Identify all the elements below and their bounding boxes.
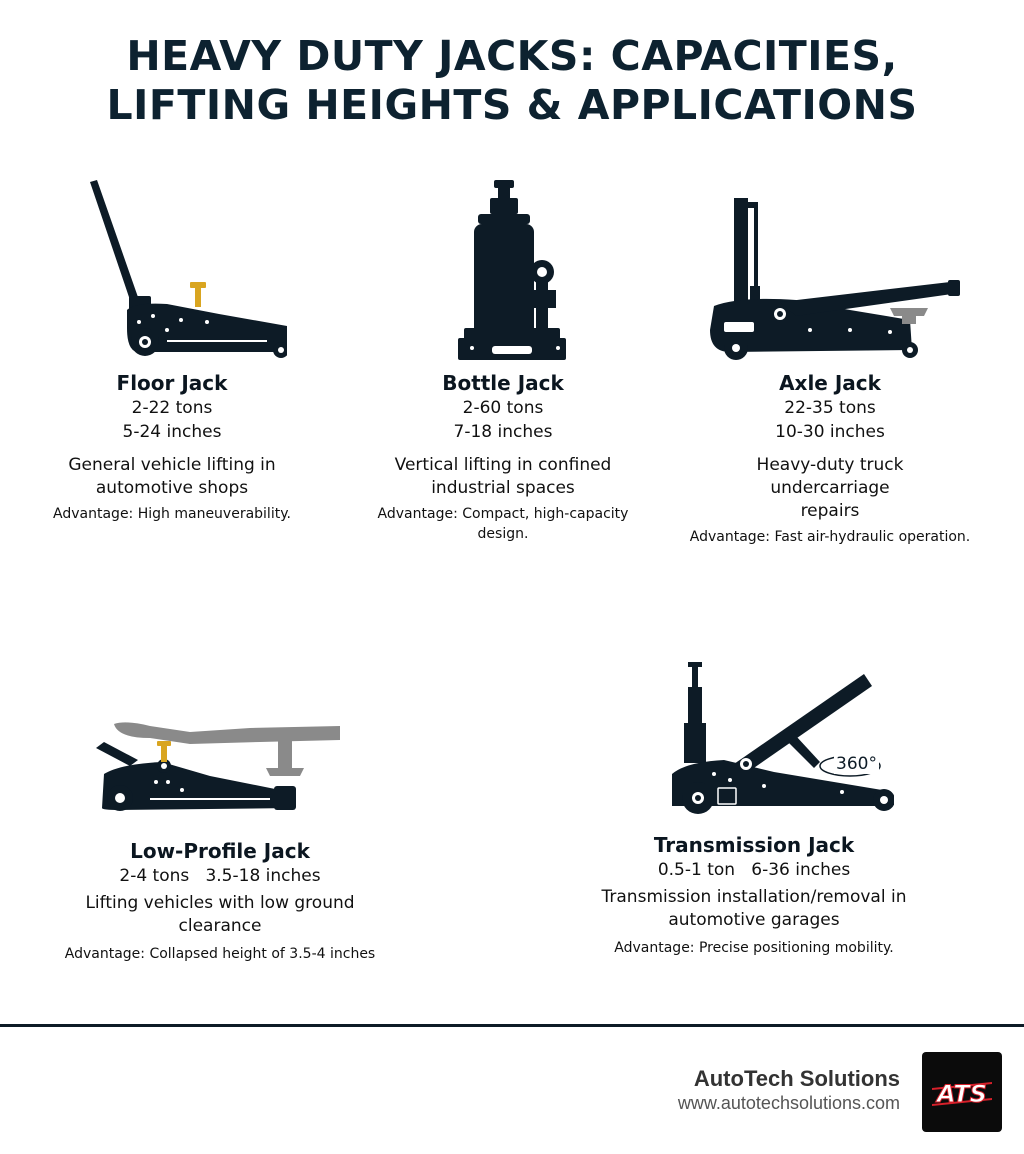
axle-jack-icon — [700, 170, 960, 370]
jack-application: General vehicle lifting in automotive shops — [68, 455, 276, 498]
title-line-1: HEAVY DUTY JACKS: CAPACITIES, — [126, 32, 898, 80]
jack-card-transmission — [574, 656, 934, 958]
jack-name: Low-Profile Jack — [130, 839, 310, 863]
jack-specs: 2-4 tons 3.5-18 inches — [119, 866, 321, 886]
brand-name: AutoTech Solutions — [693, 1066, 900, 1091]
jack-specs: 0.5-1 ton 6-36 inches — [657, 860, 851, 880]
jack-card-low-profile — [40, 714, 400, 964]
bottle-jack-icon — [388, 170, 618, 370]
ats-logo-mark — [922, 1052, 1002, 1132]
jack-application: Heavy-duty truck undercarriage repairs — [756, 455, 904, 521]
jack-advantage: Advantage: Collapsed height of 3.5-4 inches — [64, 946, 376, 962]
page-title — [0, 32, 1024, 130]
jack-advantage: Advantage: Fast air-hydraulic operation. — [689, 529, 971, 545]
jack-capacity: 2-22 tons — [131, 398, 213, 418]
jack-lift-height: 5-24 inches — [122, 422, 222, 442]
footer-divider — [0, 1024, 1024, 1027]
transmission-jack-icon — [614, 656, 894, 832]
jack-lift-height: 10-30 inches — [775, 422, 885, 442]
jack-name: Transmission Jack — [653, 833, 855, 857]
jack-advantage: Advantage: Precise positioning mobility. — [614, 940, 894, 956]
jack-application: Lifting vehicles with low ground clearance — [85, 893, 355, 936]
logo-text: ATS — [937, 1080, 987, 1108]
jack-card-axle — [670, 170, 990, 547]
jack-capacity: 2-60 tons — [462, 398, 544, 418]
jack-application: Transmission installation/removal in automotive garages — [601, 887, 907, 930]
title-line-2: LIFTING HEIGHTS & APPLICATIONS — [106, 81, 918, 129]
low-profile-jack-icon — [90, 714, 350, 832]
jack-card-bottle — [353, 170, 653, 544]
jack-name: Bottle Jack — [442, 371, 564, 395]
jack-advantage: Advantage: High maneuverability. — [53, 506, 291, 522]
jack-card-floor — [22, 170, 322, 524]
jack-application: Vertical lifting in confined industrial spaces — [394, 455, 612, 498]
floor-jack-icon — [57, 170, 287, 370]
jack-name: Floor Jack — [116, 371, 228, 395]
rotation-label: 360° — [836, 754, 877, 774]
jack-lift-height: 7-18 inches — [453, 422, 553, 442]
jack-advantage: Advantage: Compact, high-capacity design. — [377, 506, 629, 542]
ats-logo — [922, 1052, 1002, 1132]
brand-block — [678, 1066, 900, 1114]
jack-name: Axle Jack — [779, 371, 881, 395]
brand-url[interactable]: www.autotechsolutions.com — [677, 1093, 900, 1113]
jack-capacity: 22-35 tons — [784, 398, 876, 418]
